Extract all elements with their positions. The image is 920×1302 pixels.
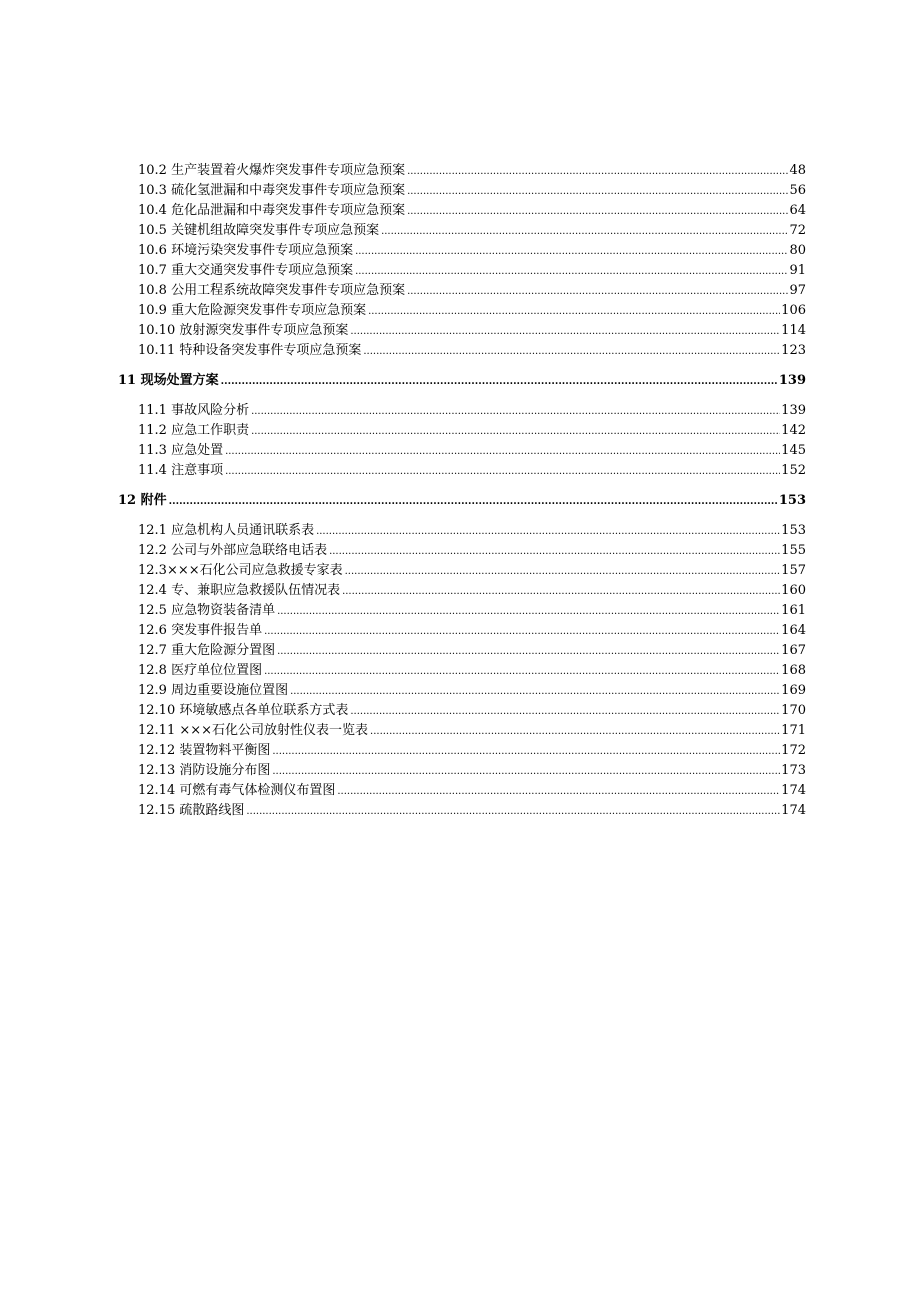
toc-page-number: 91	[789, 263, 806, 278]
toc-section-entry[interactable]	[118, 721, 806, 741]
toc-dot-leader	[407, 204, 788, 221]
toc-dot-leader	[246, 804, 780, 821]
toc-entry-label: 12.2 公司与外部应急联络电话表	[138, 543, 328, 558]
toc-page-number: 48	[789, 163, 806, 178]
toc-dot-leader	[225, 464, 780, 481]
toc-entry-label: 12.5 应急物资装备清单	[138, 603, 276, 618]
toc-entry-label: 11 现场处置方案	[118, 373, 219, 388]
toc-page-number: 145	[781, 443, 806, 458]
toc-entry-label: 12.11 ×××石化公司放射性仪表一览表	[138, 723, 369, 738]
toc-dot-leader	[381, 224, 788, 241]
toc-entry-label: 10.9 重大危险源突发事件专项应急预案	[138, 303, 367, 318]
toc-entry-label: 11.2 应急工作职责	[138, 423, 250, 438]
toc-entry-label: 11.3 应急处置	[138, 443, 224, 458]
toc-section-entry[interactable]	[118, 401, 806, 421]
toc-entry-label: 10.4 危化品泄漏和中毒突发事件专项应急预案	[138, 203, 406, 218]
toc-page-number: 64	[789, 203, 806, 218]
toc-section-entry[interactable]	[118, 801, 806, 821]
toc-chapter-entry[interactable]	[118, 371, 806, 391]
toc-entry-label: 11.1 事故风险分析	[138, 403, 250, 418]
toc-page-number: 174	[781, 783, 806, 798]
toc-dot-leader	[221, 374, 778, 391]
toc-section-entry[interactable]	[118, 441, 806, 461]
toc-section-entry[interactable]	[118, 281, 806, 301]
toc-dot-leader	[264, 624, 780, 641]
toc-page-number: 97	[789, 283, 806, 298]
toc-entry-label: 11.4 注意事项	[138, 463, 224, 478]
toc-section-entry[interactable]	[118, 421, 806, 441]
toc-entry-label: 12.9 周边重要设施位置图	[138, 683, 289, 698]
toc-section-entry[interactable]	[118, 601, 806, 621]
toc-section-entry[interactable]	[118, 181, 806, 201]
toc-dot-leader	[355, 244, 788, 261]
toc-page-number: 153	[781, 523, 806, 538]
toc-dot-leader	[350, 324, 780, 341]
toc-entry-label: 12.3×××石化公司应急救援专家表	[138, 563, 343, 578]
toc-dot-leader	[363, 344, 780, 361]
toc-section-entry[interactable]	[118, 241, 806, 261]
toc-dot-leader	[290, 684, 780, 701]
toc-section-entry[interactable]	[118, 561, 806, 581]
toc-dot-leader	[345, 564, 781, 581]
toc-page-number: 160	[781, 583, 806, 598]
toc-page-number: 171	[781, 723, 806, 738]
toc-dot-leader	[407, 164, 788, 181]
toc-section-entry[interactable]	[118, 681, 806, 701]
toc-page-number: 139	[781, 403, 806, 418]
toc-page-number: 173	[781, 763, 806, 778]
toc-entry-label: 12.12 装置物料平衡图	[138, 743, 271, 758]
toc-dot-leader	[316, 524, 780, 541]
toc-page-number: 161	[781, 603, 806, 618]
toc-section-entry[interactable]	[118, 781, 806, 801]
toc-dot-leader	[370, 724, 780, 741]
toc-page-number: 72	[789, 223, 806, 238]
toc-dot-leader	[264, 664, 780, 681]
toc-section-entry[interactable]	[118, 581, 806, 601]
toc-section-entry[interactable]	[118, 261, 806, 281]
toc-dot-leader	[251, 404, 780, 421]
toc-entry-label: 12.4 专、兼职应急救援队伍情况表	[138, 583, 341, 598]
toc-entry-label: 12.6 突发事件报告单	[138, 623, 263, 638]
toc-page-number: 139	[778, 373, 806, 388]
toc-dot-leader	[407, 184, 788, 201]
toc-page-number: 167	[781, 643, 806, 658]
toc-page-number: 123	[781, 343, 806, 358]
toc-dot-leader	[355, 264, 788, 281]
toc-entry-label: 10.5 关键机组故障突发事件专项应急预案	[138, 223, 380, 238]
toc-page-number: 168	[781, 663, 806, 678]
toc-page-number: 153	[778, 493, 806, 508]
toc-page-number: 174	[781, 803, 806, 818]
toc-dot-leader	[169, 494, 778, 511]
toc-dot-leader	[272, 744, 780, 761]
toc-entry-label: 12.14 可燃有毒气体检测仪布置图	[138, 783, 336, 798]
toc-entry-label: 10.7 重大交通突发事件专项应急预案	[138, 263, 354, 278]
toc-page-number: 152	[781, 463, 806, 478]
toc-page-number: 170	[781, 703, 806, 718]
toc-section-entry[interactable]	[118, 641, 806, 661]
toc-section-entry[interactable]	[118, 521, 806, 541]
toc-page-number: 142	[781, 423, 806, 438]
toc-page-number: 114	[781, 323, 806, 338]
toc-page-number: 169	[781, 683, 806, 698]
toc-section-entry[interactable]	[118, 301, 806, 321]
toc-section-entry[interactable]	[118, 461, 806, 481]
toc-entry-label: 12.8 医疗单位位置图	[138, 663, 263, 678]
toc-entry-label: 10.3 硫化氢泄漏和中毒突发事件专项应急预案	[138, 183, 406, 198]
toc-dot-leader	[407, 284, 788, 301]
toc-section-entry[interactable]	[118, 201, 806, 221]
toc-entry-label: 10.11 特种设备突发事件专项应急预案	[138, 343, 362, 358]
toc-entry-label: 10.2 生产装置着火爆炸突发事件专项应急预案	[138, 163, 406, 178]
toc-section-entry[interactable]	[118, 701, 806, 721]
toc-dot-leader	[350, 704, 780, 721]
toc-dot-leader	[225, 444, 780, 461]
toc-entry-label: 12.13 消防设施分布图	[138, 763, 271, 778]
toc-page-number: 157	[781, 563, 806, 578]
toc-dot-leader	[329, 544, 780, 561]
toc-dot-leader	[337, 784, 780, 801]
toc-section-entry[interactable]	[118, 761, 806, 781]
toc-entry-label: 12.7 重大危险源分置图	[138, 643, 276, 658]
toc-dot-leader	[342, 584, 780, 601]
toc-entry-label: 10.8 公用工程系统故障突发事件专项应急预案	[138, 283, 406, 298]
toc-section-entry[interactable]	[118, 661, 806, 681]
toc-page-number: 164	[781, 623, 806, 638]
toc-page-number: 155	[781, 543, 806, 558]
toc-section-entry[interactable]	[118, 741, 806, 761]
toc-section-entry[interactable]	[118, 341, 806, 361]
toc-entry-label: 12 附件	[118, 493, 167, 508]
toc-entry-label: 10.10 放射源突发事件专项应急预案	[138, 323, 349, 338]
toc-dot-leader	[277, 604, 780, 621]
toc-dot-leader	[251, 424, 780, 441]
toc-page-number: 106	[781, 303, 806, 318]
toc-section-entry[interactable]	[118, 621, 806, 641]
toc-page-number: 56	[789, 183, 806, 198]
table-of-contents	[118, 161, 806, 821]
toc-entry-label: 12.10 环境敏感点各单位联系方式表	[138, 703, 349, 718]
toc-page-number: 172	[781, 743, 806, 758]
toc-dot-leader	[272, 764, 780, 781]
toc-page-number: 80	[789, 243, 806, 258]
toc-chapter-entry[interactable]	[118, 491, 806, 511]
toc-entry-label: 10.6 环境污染突发事件专项应急预案	[138, 243, 354, 258]
toc-section-entry[interactable]	[118, 541, 806, 561]
toc-entry-label: 12.15 疏散路线图	[138, 803, 245, 818]
toc-section-entry[interactable]	[118, 321, 806, 341]
toc-dot-leader	[277, 644, 780, 661]
toc-section-entry[interactable]	[118, 161, 806, 181]
toc-section-entry[interactable]	[118, 221, 806, 241]
toc-entry-label: 12.1 应急机构人员通讯联系表	[138, 523, 315, 538]
toc-dot-leader	[368, 304, 780, 321]
